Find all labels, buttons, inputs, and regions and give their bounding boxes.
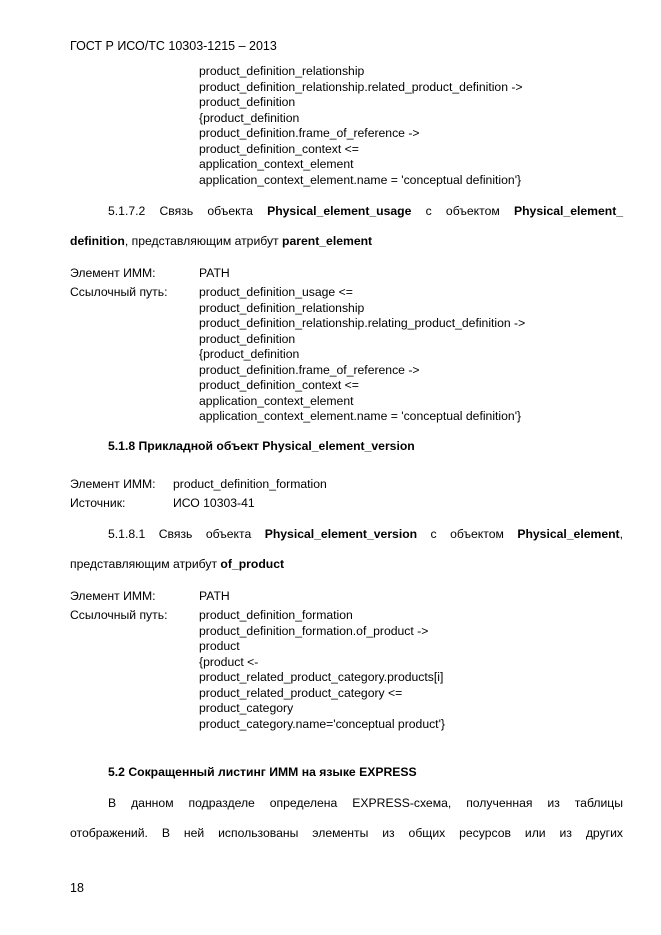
- code-line: product_definition_relationship.relating_product_definition ->: [199, 316, 526, 330]
- attribute-name: parent_element: [282, 234, 373, 248]
- code-line: product: [199, 639, 240, 653]
- text-word: В: [161, 826, 170, 840]
- text-word: определена: [269, 796, 338, 810]
- element-value: PATH: [199, 266, 230, 280]
- text-word: объекта: [207, 204, 253, 218]
- code-line: {product <-: [199, 654, 259, 669]
- entity-name: Physical_element_: [513, 204, 624, 218]
- page-header: ГОСТ Р ИСО/ТС 10303-1215 – 2013: [70, 39, 277, 53]
- element-label: Элемент ИММ:: [70, 477, 156, 491]
- section-number: 5.1.7.2: [108, 204, 146, 218]
- source-label: Источник:: [70, 496, 126, 510]
- code-line: application_context_element: [199, 393, 354, 408]
- section-5181-line1: [108, 527, 623, 542]
- text-word: Связь: [158, 527, 193, 541]
- code-line: application_context_element: [199, 157, 354, 171]
- text-word: с: [430, 527, 437, 541]
- element-label: Элемент ИММ:: [70, 589, 156, 603]
- text-word: отображений.: [70, 826, 148, 840]
- text-word: объектом: [445, 204, 500, 218]
- text-word: объекта: [205, 527, 252, 541]
- code-line: product_definition_formation.of_product ->: [199, 623, 429, 638]
- code-line: product_definition.frame_of_reference ->: [199, 362, 420, 377]
- text-word: элементы: [312, 826, 369, 840]
- text-word: или: [524, 826, 546, 840]
- page-number: 18: [70, 881, 84, 895]
- element-value: product_definition_formation: [173, 477, 327, 491]
- code-line: product_definition_usage <=: [199, 285, 353, 299]
- code-line: product_definition_relationship: [199, 300, 365, 315]
- text-run: ,: [619, 527, 623, 541]
- code-line: product_definition: [199, 95, 296, 109]
- text-word: таблицы: [574, 796, 624, 810]
- code-line: application_context_element.name = 'conceptual definition'}: [199, 409, 522, 423]
- entity-name: Physical_element: [517, 527, 620, 541]
- code-line: product_category: [199, 701, 294, 715]
- element-label: Элемент ИММ:: [70, 266, 156, 280]
- code-line: product_related_product_category.products[i]: [199, 670, 444, 684]
- entity-name: Physical_element_version: [264, 527, 418, 541]
- section-number: 5.1.8.1: [108, 527, 146, 541]
- path-label: Ссылочный путь:: [70, 608, 168, 622]
- text-word: с: [425, 204, 432, 218]
- text-word: Связь: [159, 204, 194, 218]
- text-word: ресурсов: [459, 826, 511, 840]
- code-line: product_definition.frame_of_reference ->: [199, 126, 420, 140]
- code-line: product_definition_context <=: [199, 378, 359, 392]
- code-line: application_context_element.name = 'conceptual definition'}: [199, 172, 522, 187]
- paragraph-52-line2: [70, 826, 623, 841]
- section-heading-518: 5.1.8 Прикладной объект Physical_element_version: [108, 439, 415, 453]
- section-5172-line2: [70, 234, 372, 249]
- code-line: product_definition_formation: [199, 608, 353, 622]
- path-label: Ссылочный путь:: [70, 285, 168, 299]
- text-word: подразделе: [188, 796, 255, 810]
- code-line: product_definition: [199, 331, 296, 346]
- text-word: использованы: [218, 826, 299, 840]
- code-line: product_related_product_category <=: [199, 685, 403, 700]
- section-heading-52: 5.2 Сокращенный листинг ИММ на языке EXPRESS: [108, 765, 417, 779]
- text-word: из: [382, 826, 395, 840]
- attribute-name: of_product: [220, 557, 285, 571]
- text-word: из: [547, 796, 560, 810]
- text-word: объектом: [450, 527, 504, 541]
- code-line: {product_definition: [199, 347, 300, 361]
- text-word: данном: [131, 796, 174, 810]
- text-word: из: [559, 826, 572, 840]
- text-word: общих: [408, 826, 446, 840]
- text-word: полученная: [466, 796, 533, 810]
- entity-name: definition: [70, 234, 125, 248]
- section-5181-line2: [70, 557, 284, 572]
- code-line: product_definition_relationship: [199, 64, 365, 78]
- element-value: PATH: [199, 589, 230, 603]
- text-word: ней: [183, 826, 205, 840]
- text-word: В: [108, 796, 117, 810]
- entity-name: Physical_element_usage: [267, 204, 412, 218]
- code-line: product_definition_relationship.related_product_definition ->: [199, 79, 523, 94]
- text-run: представляющим атрибут: [70, 557, 221, 571]
- code-line: product_category.name='conceptual product'}: [199, 716, 445, 731]
- source-value: ИСО 10303-41: [173, 496, 255, 510]
- section-5172-line1: [108, 204, 623, 219]
- code-line: product_definition_context <=: [199, 141, 359, 156]
- text-word: EXPRESS-схема,: [352, 796, 452, 810]
- text-run: , представляющим атрибут: [124, 234, 283, 248]
- text-word: других: [585, 826, 624, 840]
- code-line: {product_definition: [199, 110, 300, 125]
- paragraph-52-line1: [108, 796, 623, 811]
